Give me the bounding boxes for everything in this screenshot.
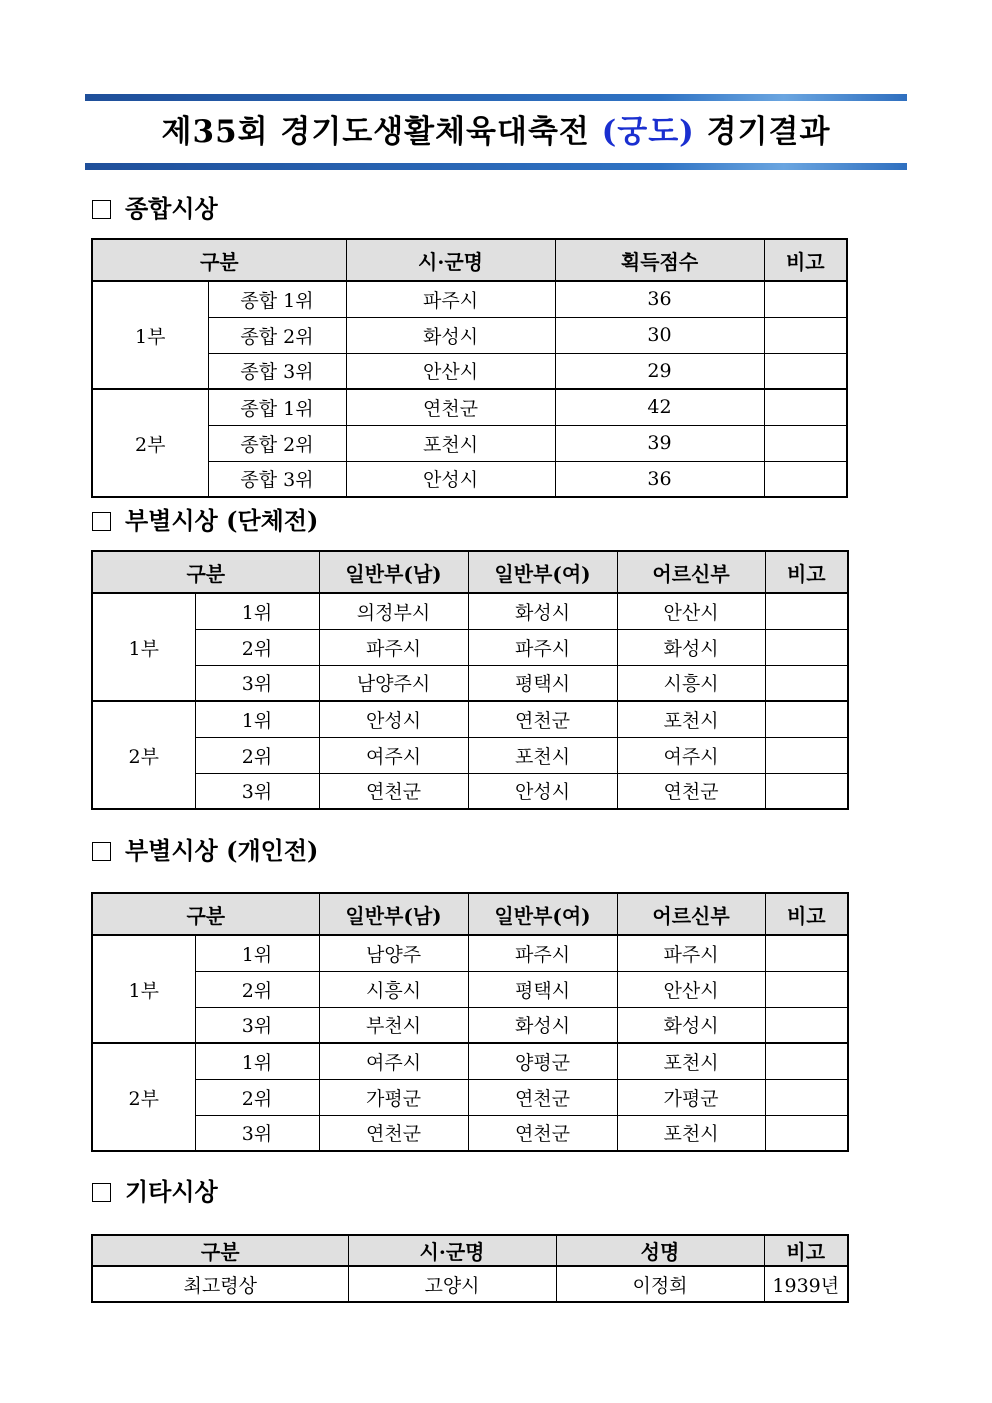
header-category: 구분 [92, 1235, 348, 1266]
senior-cell: 안산시 [617, 971, 765, 1007]
individual-table [91, 892, 849, 1152]
rank-cell: 3위 [195, 773, 319, 809]
header-category: 구분 [92, 551, 319, 593]
table-row [92, 593, 848, 629]
section-heading-other: 기타시상 [92, 1175, 218, 1209]
checkbox-icon [92, 842, 111, 861]
senior-cell: 포천시 [617, 1043, 765, 1079]
rank-cell: 1위 [195, 593, 319, 629]
women-cell: 안성시 [468, 773, 617, 809]
rank-cell: 1위 [195, 935, 319, 971]
group-label: 1부 [92, 593, 195, 701]
table-row [92, 737, 848, 773]
city-cell: 파주시 [346, 281, 555, 317]
note-cell [765, 665, 848, 701]
note-cell [765, 737, 848, 773]
senior-cell: 안산시 [617, 593, 765, 629]
men-cell: 의정부시 [319, 593, 468, 629]
table-row [92, 1266, 848, 1302]
note-cell [764, 389, 847, 425]
rank-cell: 1위 [195, 1043, 319, 1079]
header-senior: 어르신부 [617, 893, 765, 935]
score-cell: 30 [555, 317, 764, 353]
title-accent: (궁도) [601, 114, 695, 150]
header-score: 획득점수 [555, 239, 764, 281]
women-cell: 화성시 [468, 1007, 617, 1043]
note-cell [764, 317, 847, 353]
city-cell: 포천시 [346, 425, 555, 461]
table-row [92, 1115, 848, 1151]
group-label: 2부 [92, 389, 208, 497]
title-top-bar [85, 94, 907, 101]
overall-table [91, 238, 848, 498]
award-cell: 최고령상 [92, 1266, 348, 1302]
senior-cell: 포천시 [617, 701, 765, 737]
table-row [92, 1079, 848, 1115]
header-men: 일반부(남) [319, 551, 468, 593]
senior-cell: 화성시 [617, 1007, 765, 1043]
title-banner [85, 94, 907, 170]
checkbox-icon [92, 512, 111, 531]
city-cell: 안성시 [346, 461, 555, 497]
group-label: 1부 [92, 935, 195, 1043]
rank-cell: 1위 [195, 701, 319, 737]
header-senior: 어르신부 [617, 551, 765, 593]
header-note: 비고 [764, 1235, 848, 1266]
men-cell: 여주시 [319, 1043, 468, 1079]
men-cell: 연천군 [319, 773, 468, 809]
header-note: 비고 [765, 551, 848, 593]
note-cell [765, 1007, 848, 1043]
women-cell: 파주시 [468, 935, 617, 971]
women-cell: 평택시 [468, 665, 617, 701]
table-row [92, 1043, 848, 1079]
women-cell: 연천군 [468, 701, 617, 737]
men-cell: 시흥시 [319, 971, 468, 1007]
checkbox-icon [92, 1183, 111, 1202]
rank-cell: 3위 [195, 665, 319, 701]
note-cell [765, 593, 848, 629]
rank-cell: 종합 2위 [208, 317, 346, 353]
section-heading-team: 부별시상 (단체전) [92, 504, 318, 538]
men-cell: 남양주 [319, 935, 468, 971]
score-cell: 36 [555, 281, 764, 317]
note-cell [765, 971, 848, 1007]
senior-cell: 여주시 [617, 737, 765, 773]
header-women: 일반부(여) [468, 893, 617, 935]
section-heading-individual: 부별시상 (개인전) [92, 834, 318, 868]
men-cell: 부천시 [319, 1007, 468, 1043]
header-men: 일반부(남) [319, 893, 468, 935]
table-row [92, 389, 847, 425]
note-cell [765, 629, 848, 665]
city-cell: 안산시 [346, 353, 555, 389]
other-table [91, 1234, 849, 1303]
table-row [92, 1007, 848, 1043]
score-cell: 42 [555, 389, 764, 425]
group-label: 2부 [92, 1043, 195, 1151]
women-cell: 파주시 [468, 629, 617, 665]
women-cell: 포천시 [468, 737, 617, 773]
senior-cell: 가평군 [617, 1079, 765, 1115]
rank-cell: 종합 3위 [208, 461, 346, 497]
rank-cell: 2위 [195, 737, 319, 773]
header-note: 비고 [764, 239, 847, 281]
men-cell: 여주시 [319, 737, 468, 773]
rank-cell: 3위 [195, 1115, 319, 1151]
note-cell [765, 1043, 848, 1079]
note-cell [765, 773, 848, 809]
women-cell: 연천군 [468, 1079, 617, 1115]
rank-cell: 3위 [195, 1007, 319, 1043]
table-row [92, 281, 847, 317]
city-cell: 고양시 [348, 1266, 556, 1302]
note-cell [765, 701, 848, 737]
women-cell: 양평군 [468, 1043, 617, 1079]
senior-cell: 시흥시 [617, 665, 765, 701]
senior-cell: 연천군 [617, 773, 765, 809]
table-row [92, 665, 848, 701]
header-category: 구분 [92, 893, 319, 935]
table-row [92, 971, 848, 1007]
header-name: 성명 [556, 1235, 764, 1266]
header-women: 일반부(여) [468, 551, 617, 593]
note-cell [765, 1115, 848, 1151]
men-cell: 연천군 [319, 1115, 468, 1151]
table-row [92, 629, 848, 665]
rank-cell: 종합 1위 [208, 281, 346, 317]
header-category: 구분 [92, 239, 346, 281]
rank-cell: 종합 2위 [208, 425, 346, 461]
score-cell: 39 [555, 425, 764, 461]
city-cell: 화성시 [346, 317, 555, 353]
group-label: 1부 [92, 281, 208, 389]
note-cell [764, 353, 847, 389]
city-cell: 연천군 [346, 389, 555, 425]
table-row [92, 935, 848, 971]
team-table [91, 550, 849, 810]
note-cell: 1939년 [764, 1266, 848, 1302]
score-cell: 36 [555, 461, 764, 497]
group-label: 2부 [92, 701, 195, 809]
header-city: 시·군명 [346, 239, 555, 281]
page-title: 제35회 경기도생활체육대축전 (궁도) 경기결과 [161, 114, 831, 150]
rank-cell: 2위 [195, 629, 319, 665]
rank-cell: 2위 [195, 1079, 319, 1115]
rank-cell: 종합 1위 [208, 389, 346, 425]
rank-cell: 2위 [195, 971, 319, 1007]
note-cell [765, 1079, 848, 1115]
note-cell [764, 281, 847, 317]
table-row [92, 773, 848, 809]
men-cell: 남양주시 [319, 665, 468, 701]
title-bottom-bar [85, 163, 907, 170]
women-cell: 화성시 [468, 593, 617, 629]
senior-cell: 화성시 [617, 629, 765, 665]
note-cell [764, 461, 847, 497]
header-note: 비고 [765, 893, 848, 935]
women-cell: 평택시 [468, 971, 617, 1007]
men-cell: 가평군 [319, 1079, 468, 1115]
name-cell: 이정희 [556, 1266, 764, 1302]
header-city: 시·군명 [348, 1235, 556, 1266]
section-heading-overall: 종합시상 [92, 192, 218, 226]
women-cell: 연천군 [468, 1115, 617, 1151]
senior-cell: 포천시 [617, 1115, 765, 1151]
table-row [92, 701, 848, 737]
score-cell: 29 [555, 353, 764, 389]
note-cell [764, 425, 847, 461]
rank-cell: 종합 3위 [208, 353, 346, 389]
senior-cell: 파주시 [617, 935, 765, 971]
men-cell: 파주시 [319, 629, 468, 665]
checkbox-icon [92, 200, 111, 219]
men-cell: 안성시 [319, 701, 468, 737]
note-cell [765, 935, 848, 971]
